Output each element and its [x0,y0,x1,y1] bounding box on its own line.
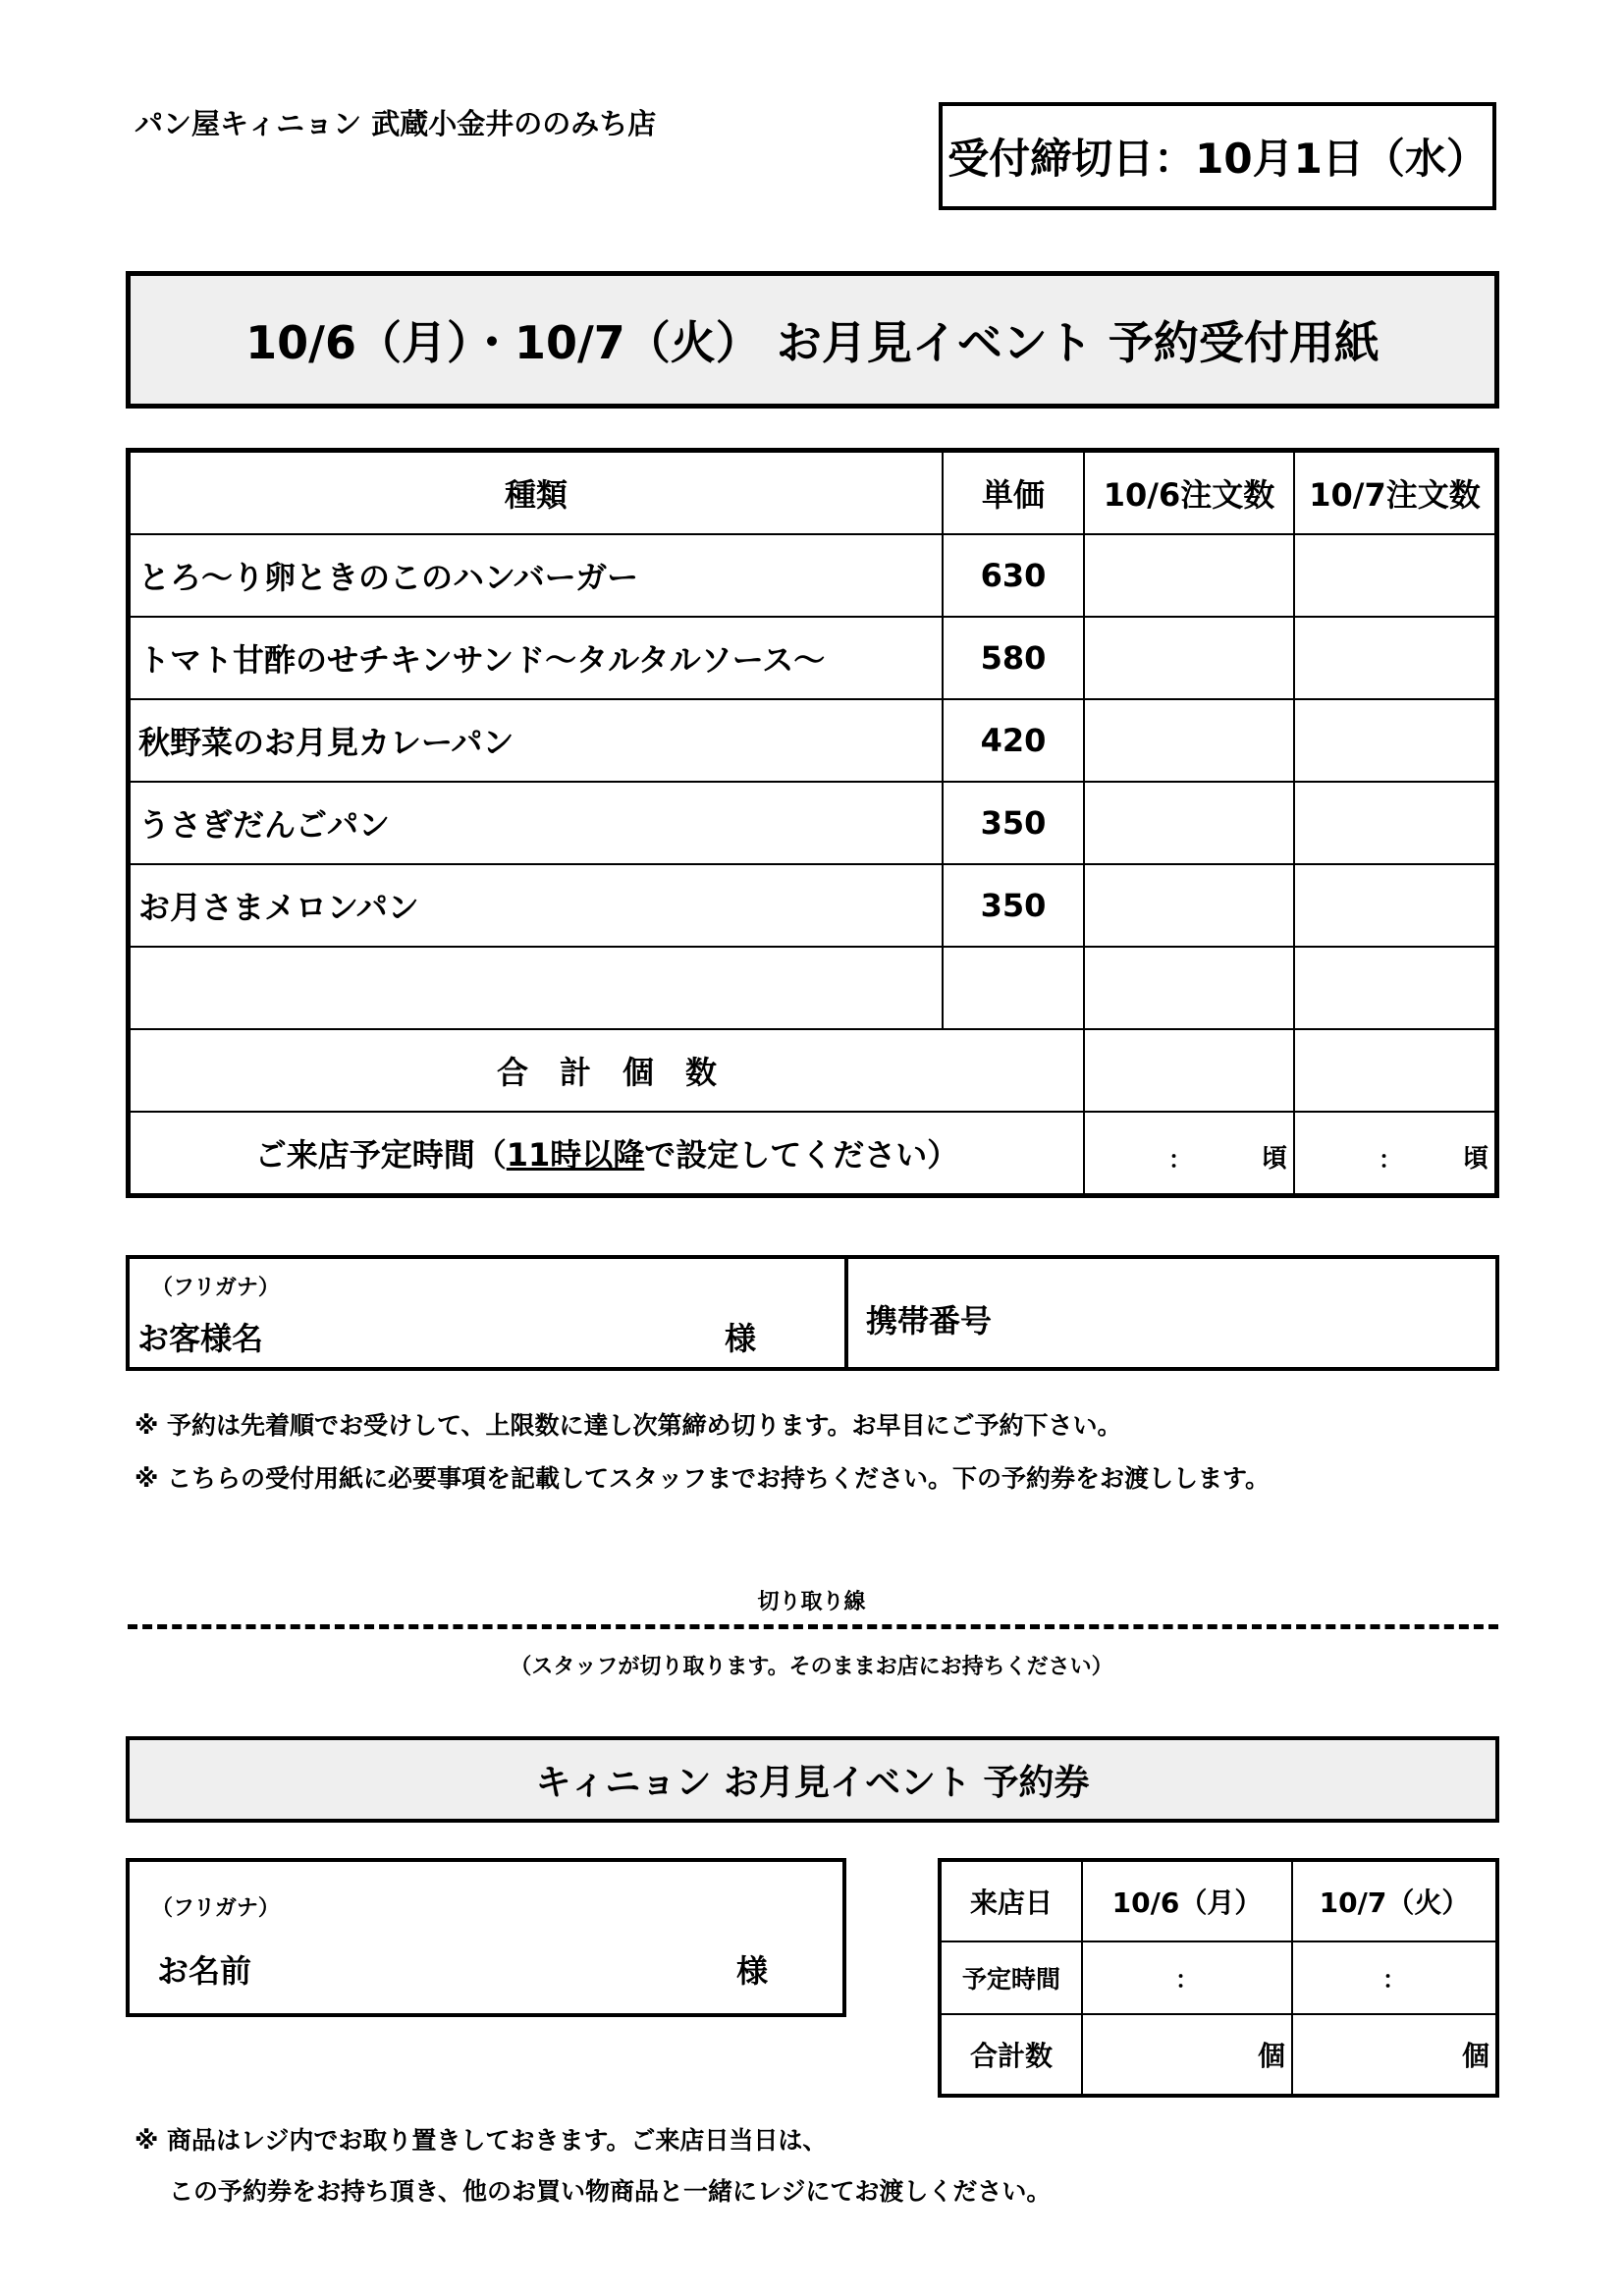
time-colon: ： [1168,1146,1192,1174]
cut-sub: （スタッフが切り取ります。そのままお店にお持ちください） [510,1655,1113,1679]
header-qty-106: 10/6注文数 [1084,451,1294,535]
qty-106-field[interactable] [1084,617,1294,699]
item-name: 秋野菜のお月見カレーパン [129,699,944,782]
item-price: 350 [943,864,1084,947]
item-name-field[interactable] [129,947,944,1029]
qty-107-field[interactable] [1294,782,1497,864]
visit-day-label: 来店日 [940,1860,1082,1941]
note-2: ※ こちらの受付用紙に必要事項を記載してスタッフまでお持ちください。下の予約券をお渡しします。 [135,1464,1271,1493]
time-label-pre: ご来店予定時間（ [254,1136,507,1174]
table-row [129,864,1497,947]
time-row [129,1112,1497,1196]
time-colon: ： [1379,1146,1402,1174]
time-koro: 頃 [1462,1144,1488,1174]
total-107-field[interactable] [1294,1029,1497,1112]
store-name: パン屋キィニョン 武蔵小金井ののみち店 [135,107,657,140]
visit-table [938,1858,1499,2098]
qty-107-field[interactable] [1294,864,1497,947]
ticket-name-box [126,1858,846,2017]
visit-time-row [940,1941,1497,2014]
time-label-underline: 11時以降 [506,1136,645,1174]
cut-line [128,1624,1498,1629]
table-row [129,699,1497,782]
visit-time-107-field[interactable]: ： [1292,1941,1497,2014]
total-106-field[interactable] [1084,1029,1294,1112]
time-koro: 頃 [1261,1144,1287,1174]
phone-label: 携帯番号 [866,1302,993,1339]
customer-sama: 様 [725,1320,757,1357]
item-price: 420 [943,699,1084,782]
customer-box [126,1255,1499,1371]
visit-day-row [940,1860,1497,1941]
ticket-name-label: お名前 [157,1952,252,1990]
visit-total-106-field[interactable]: 個 [1082,2014,1292,2096]
time-106-field[interactable] [1084,1112,1294,1196]
footer-note-1: ※ 商品はレジ内でお取り置きしておきます。ご来店日当日は、 [135,2126,828,2155]
header-qty-107: 10/7注文数 [1294,451,1497,535]
item-name: トマト甘酢のせチキンサンド〜タルタルソース〜 [129,617,944,699]
table-row [129,534,1497,617]
qty-107-field[interactable] [1294,699,1497,782]
total-row [129,1029,1497,1112]
visit-day2: 10/7（火） [1292,1860,1497,1941]
header-kind: 種類 [129,451,944,535]
table-row [129,617,1497,699]
table-row [129,782,1497,864]
qty-106-field[interactable] [1084,534,1294,617]
customer-name-label: お客様名 [137,1320,264,1357]
time-label-post: で設定してください） [644,1136,959,1174]
ticket-sama: 様 [736,1952,769,1990]
qty-106-field[interactable] [1084,782,1294,864]
item-price: 580 [943,617,1084,699]
cut-label: 切り取り線 [757,1590,866,1614]
visit-day1: 10/6（月） [1082,1860,1292,1941]
note-1: ※ 予約は先着順でお受けして、上限数に達し次第締め切ります。お早目にご予約下さい。 [135,1411,1122,1440]
deadline-box: 受付締切日：10月1日（水） [939,102,1496,210]
order-table [126,448,1499,1198]
footer-note-2: この予約券をお持ち頂き、他のお買い物商品と一緒にレジにてお渡しください。 [169,2177,1052,2206]
ticket-furigana: （フリガナ） [151,1896,280,1921]
visit-total-row [940,2014,1497,2096]
total-label: 合 計 個 数 [129,1029,1085,1112]
qty-106-field[interactable] [1084,947,1294,1029]
table-header-row [129,451,1497,535]
qty-107-field[interactable] [1294,534,1497,617]
time-107-field[interactable] [1294,1112,1497,1196]
time-label [129,1112,1085,1196]
qty-107-field[interactable] [1294,617,1497,699]
qty-106-field[interactable] [1084,699,1294,782]
ticket-title: キィニョン お月見イベント 予約券 [126,1736,1499,1823]
table-row-empty [129,947,1497,1029]
qty-107-field[interactable] [1294,947,1497,1029]
customer-furigana: （フリガナ） [151,1276,280,1300]
visit-time-label: 予定時間 [940,1941,1082,2014]
item-price: 350 [943,782,1084,864]
header-price: 単価 [943,451,1084,535]
item-price: 630 [943,534,1084,617]
item-name: お月さまメロンパン [129,864,944,947]
form-title: 10/6（月）・10/7（火） お月見イベント 予約受付用紙 [126,271,1499,409]
item-price-field[interactable] [943,947,1084,1029]
item-name: とろ〜り卵ときのこのハンバーガー [129,534,944,617]
item-name: うさぎだんごパン [129,782,944,864]
visit-total-label: 合計数 [940,2014,1082,2096]
qty-106-field[interactable] [1084,864,1294,947]
customer-divider [844,1259,848,1367]
visit-time-106-field[interactable]: ： [1082,1941,1292,2014]
visit-total-107-field[interactable]: 個 [1292,2014,1497,2096]
